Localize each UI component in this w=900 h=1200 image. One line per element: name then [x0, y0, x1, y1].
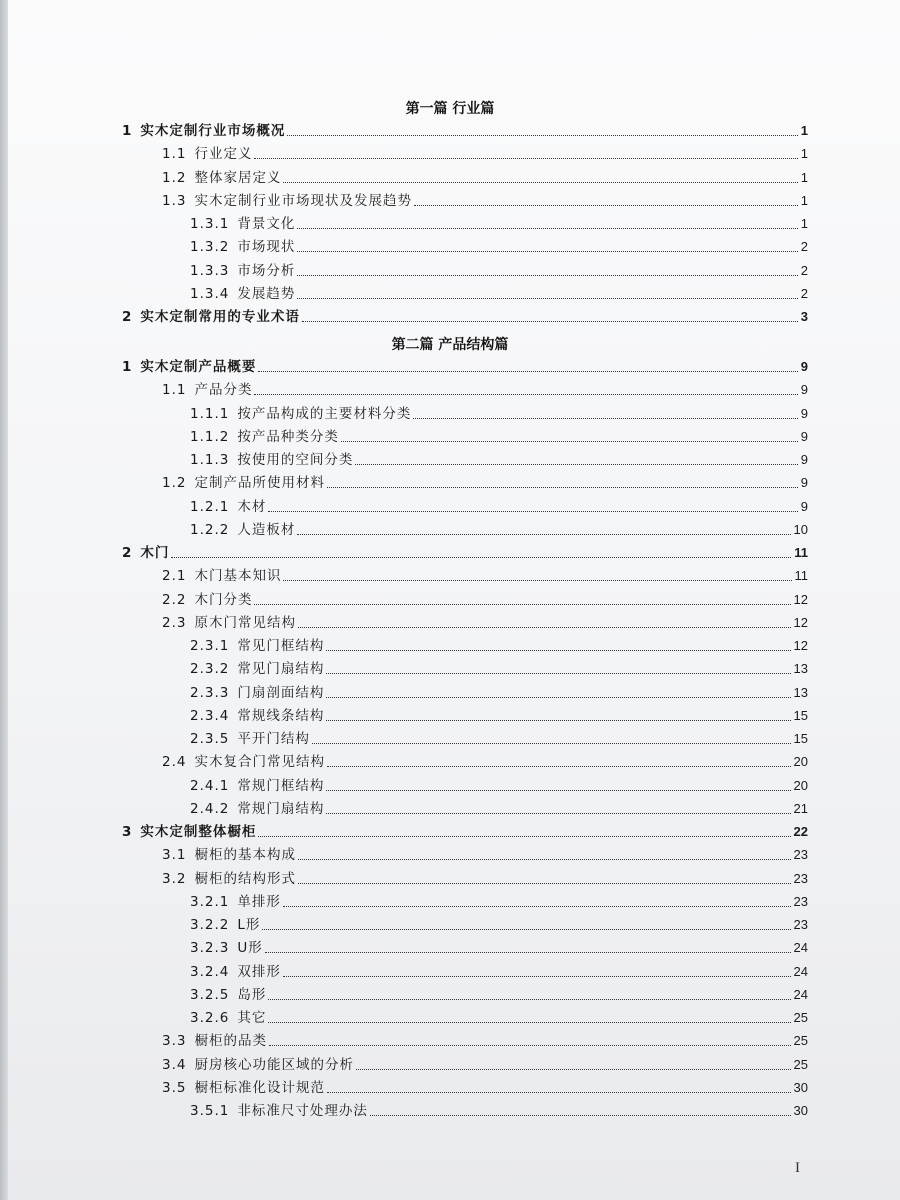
toc-entry-title: U形	[237, 940, 263, 957]
toc-entry-number: 2.3	[162, 614, 187, 631]
dot-leader	[326, 813, 790, 814]
toc-entry-page: 25	[793, 1010, 808, 1025]
toc-entry[interactable]	[190, 1005, 808, 1027]
toc-entry-number: 3.2.4	[190, 963, 230, 980]
toc-entry-number: 3.4	[162, 1056, 187, 1073]
toc-entry[interactable]	[162, 377, 808, 399]
dot-leader	[370, 1115, 791, 1116]
toc-entry[interactable]	[190, 211, 808, 233]
toc-entry[interactable]	[190, 447, 808, 469]
toc-entry-title: 橱柜标准化设计规范	[194, 1079, 325, 1096]
toc-entry-title: 实木定制行业市场概况	[140, 123, 286, 139]
toc-entry-title: 常见门框结构	[237, 638, 325, 654]
toc-entry[interactable]	[190, 912, 808, 934]
toc-entry[interactable]	[122, 304, 808, 326]
dot-leader	[326, 673, 790, 674]
toc-entry-page: 20	[793, 754, 808, 770]
toc-entry-page: 1	[800, 192, 808, 208]
dot-leader	[297, 275, 797, 276]
dot-leader	[327, 1092, 791, 1093]
toc-entry-title: 双排形	[237, 963, 281, 980]
dot-leader	[326, 697, 790, 698]
toc-entry[interactable]	[162, 141, 808, 163]
dot-leader	[355, 464, 797, 465]
toc-entry[interactable]	[122, 540, 808, 562]
toc-entry-page: 2	[800, 285, 808, 301]
toc-entry-title: 按产品构成的主要材料分类	[237, 405, 412, 422]
dot-leader	[262, 929, 790, 930]
dot-leader	[327, 487, 798, 488]
toc-entry-number: 2.4.2	[190, 800, 230, 817]
toc-entry-page: 21	[793, 800, 808, 816]
dot-leader	[298, 627, 791, 628]
toc-entry-page: 13	[793, 684, 808, 700]
toc-entry-page: 23	[793, 893, 808, 909]
toc-entry[interactable]	[190, 633, 808, 655]
toc-entry-title: L形	[237, 917, 261, 933]
toc-entry-title: 常规门扇结构	[237, 800, 325, 817]
toc-entry-page: 23	[793, 847, 808, 863]
dot-leader	[254, 158, 797, 159]
dot-leader	[297, 298, 797, 299]
toc-entry-page: 25	[793, 1056, 808, 1072]
toc-entry-title: 定制产品所使用材料	[194, 475, 325, 492]
toc-entry-title: 实木定制常用的专业术语	[140, 309, 300, 325]
toc-entry[interactable]	[190, 424, 808, 446]
toc-entry-number: 3.3	[162, 1033, 187, 1050]
dot-leader	[356, 1069, 791, 1070]
toc-entry-number: 2.1	[162, 568, 187, 585]
toc-entry-page: 2	[800, 262, 808, 278]
toc-entry-page: 9	[800, 405, 808, 421]
toc-entry[interactable]	[190, 281, 808, 303]
toc-entry-title: 常规线条结构	[237, 707, 325, 724]
toc-entry-title: 按使用的空间分类	[237, 452, 354, 468]
toc-entry-page: 25	[793, 1033, 808, 1049]
dot-leader	[258, 371, 797, 372]
toc-entry-title: 门扇剖面结构	[237, 684, 325, 701]
toc-entry-number: 1.3.2	[190, 239, 230, 256]
dot-leader	[326, 790, 790, 791]
toc-entry[interactable]	[122, 354, 808, 376]
toc-entry-title: 实木定制整体橱柜	[140, 824, 257, 840]
toc-entry[interactable]	[190, 959, 808, 981]
toc-entry[interactable]	[162, 563, 808, 585]
toc-entry-number: 1.2	[162, 475, 187, 492]
toc-entry-number: 1.3.4	[190, 285, 230, 302]
toc-entry-number: 3.1	[162, 847, 187, 864]
toc-entry-number: 1.2.1	[190, 498, 230, 515]
toc-entry[interactable]	[162, 1028, 808, 1050]
toc-entry-page: 2	[800, 239, 808, 255]
dot-leader	[326, 650, 790, 651]
dot-leader	[326, 720, 790, 721]
toc-entry-page: 9	[800, 382, 808, 398]
toc-entry-number: 2	[122, 545, 133, 561]
toc-entry-number: 1.3.3	[190, 262, 230, 279]
toc-entry[interactable]	[190, 889, 808, 911]
dot-leader	[297, 534, 790, 535]
toc-entry-page: 9	[800, 452, 808, 467]
toc-entry-title: 平开门结构	[237, 731, 310, 747]
toc-entry-page: 20	[793, 777, 808, 793]
dot-leader	[265, 952, 791, 953]
toc-entry-title: 背景文化	[237, 216, 296, 232]
toc-entry-title: 整体家居定义	[194, 169, 282, 186]
dot-leader	[283, 976, 791, 977]
toc-entry-title: 木门基本知识	[194, 568, 282, 585]
dot-leader	[171, 557, 791, 558]
dot-leader	[268, 511, 797, 512]
toc-entry-number: 3.5	[162, 1079, 187, 1096]
toc-entry-number: 3.2.3	[190, 940, 230, 957]
toc-entry-page: 9	[800, 498, 808, 514]
toc-entry[interactable]	[122, 118, 808, 140]
toc-entry[interactable]	[190, 726, 808, 748]
toc-entry[interactable]	[162, 842, 808, 864]
toc-entry-page: 24	[793, 986, 808, 1002]
toc-entry-title: 木材	[237, 498, 267, 515]
toc-entry-page: 1	[800, 146, 808, 162]
toc-entry-page: 1	[800, 216, 808, 231]
toc-entry-title: 非标准尺寸处理办法	[237, 1103, 368, 1119]
dot-leader	[254, 604, 790, 605]
toc-entry[interactable]	[162, 610, 808, 632]
toc-entry-number: 2.3.1	[190, 638, 230, 654]
toc-entry-title: 实木定制产品概要	[140, 359, 257, 375]
toc-entry-title: 行业定义	[194, 146, 253, 163]
toc-entry-title: 橱柜的品类	[194, 1033, 267, 1050]
toc-entry-page: 1	[800, 169, 808, 185]
toc-entry[interactable]	[190, 773, 808, 795]
toc-entry[interactable]	[162, 1052, 808, 1074]
toc-entry[interactable]	[190, 703, 808, 725]
toc-entry[interactable]	[162, 165, 808, 187]
toc-entry-title: 市场现状	[237, 239, 296, 256]
toc-entry-page: 23	[793, 870, 808, 886]
toc-entry-number: 2.3.4	[190, 707, 230, 724]
toc-entry-number: 2.3.2	[190, 661, 230, 678]
toc-entry-title: 常见门扇结构	[237, 661, 325, 678]
toc-entry-page: 30	[793, 1103, 808, 1118]
toc-entry[interactable]	[190, 517, 808, 539]
toc-entry-title: 木门	[140, 545, 170, 561]
dot-leader	[283, 906, 791, 907]
toc-entry-number: 1.2.2	[190, 521, 230, 538]
toc-entry[interactable]	[190, 680, 808, 702]
toc-entry-number: 3.2.5	[190, 986, 230, 1003]
toc-entry-page: 13	[793, 661, 808, 677]
dot-leader	[283, 182, 797, 183]
dot-leader	[312, 743, 791, 744]
toc-entry-number: 1	[122, 359, 133, 375]
toc-entry-page: 15	[793, 707, 808, 723]
toc-entry[interactable]	[190, 258, 808, 280]
dot-leader	[297, 228, 797, 229]
toc-entry[interactable]	[190, 1098, 808, 1120]
toc-entry-page: 9	[800, 428, 808, 444]
toc-entry-number: 1.1.2	[190, 428, 230, 445]
toc-entry-number: 3.2	[162, 870, 187, 887]
toc-entry-title: 市场分析	[237, 262, 296, 279]
toc-entry-title: 其它	[237, 1010, 267, 1026]
toc-entry-number: 2	[122, 309, 133, 325]
toc-entry-number: 1	[122, 123, 133, 139]
toc-entry[interactable]	[162, 866, 808, 888]
toc-entry-page: 11	[794, 545, 808, 560]
toc-entry-number: 3.2.6	[190, 1010, 230, 1026]
toc-entry-page: 30	[793, 1079, 808, 1095]
toc-entry-number: 3	[122, 824, 133, 840]
toc-entry-title: 橱柜的基本构成	[194, 847, 296, 864]
toc-entry-title: 厨房核心功能区域的分析	[194, 1056, 354, 1073]
toc-entry-title: 按产品种类分类	[237, 428, 339, 445]
toc-entry[interactable]	[190, 656, 808, 678]
toc-entry-number: 1.3	[162, 192, 187, 209]
section-heading: 第二篇 产品结构篇	[391, 337, 509, 353]
toc-entry-number: 2.3.3	[190, 684, 230, 701]
book-spine-edge	[0, 0, 8, 1200]
dot-leader	[268, 999, 790, 1000]
toc-entry-title: 常规门框结构	[237, 777, 325, 794]
toc-entry-number: 1.1.3	[190, 452, 230, 468]
toc-entry-number: 2.3.5	[190, 731, 230, 747]
dot-leader	[413, 418, 797, 419]
toc-entry-number: 1.1	[162, 146, 187, 163]
toc-entry-number: 3.2.2	[190, 917, 230, 933]
toc-entry[interactable]	[190, 494, 808, 516]
toc-entry-page: 15	[793, 731, 808, 746]
dot-leader	[287, 135, 797, 136]
toc-entry-title: 发展趋势	[237, 285, 296, 302]
toc-entry-number: 2.4.1	[190, 777, 230, 794]
dot-leader	[327, 766, 791, 767]
dot-leader	[298, 859, 791, 860]
toc-entry-title: 原木门常见结构	[194, 614, 296, 631]
toc-entry-page: 11	[794, 568, 808, 584]
toc-entry-number: 1.1	[162, 382, 187, 399]
toc-entry-page: 3	[800, 309, 808, 324]
toc-entry[interactable]	[162, 188, 808, 210]
toc-entry[interactable]	[190, 935, 808, 957]
toc-entry[interactable]	[122, 819, 808, 841]
toc-entry-number: 1.2	[162, 169, 187, 186]
dot-leader	[269, 1045, 791, 1046]
dot-leader	[268, 1022, 790, 1023]
toc-entry[interactable]	[190, 796, 808, 818]
toc-entry[interactable]	[190, 234, 808, 256]
dot-leader	[302, 321, 798, 322]
toc-entry-title: 实木定制行业市场现状及发展趋势	[194, 192, 412, 209]
toc-entry[interactable]	[190, 982, 808, 1004]
toc-entry-page: 23	[793, 917, 808, 932]
page-number: I	[795, 1160, 800, 1176]
toc-entry-title: 木门分类	[194, 591, 253, 608]
toc-entry-title: 人造板材	[237, 521, 296, 538]
dot-leader	[341, 441, 798, 442]
toc-entry[interactable]	[190, 401, 808, 423]
toc-entry-page: 24	[793, 940, 808, 956]
dot-leader	[254, 394, 797, 395]
toc-entry[interactable]	[162, 749, 808, 771]
toc-entry-page: 12	[793, 638, 808, 653]
dot-leader	[298, 883, 791, 884]
toc-entry-number: 3.2.1	[190, 893, 230, 910]
toc-entry-page: 12	[793, 591, 808, 607]
toc-entry-title: 产品分类	[194, 382, 253, 399]
toc-entry-title: 岛形	[237, 986, 267, 1003]
toc-entry-title: 单排形	[237, 893, 281, 910]
toc-entry-number: 3.5.1	[190, 1103, 230, 1119]
toc-entry-page: 24	[793, 963, 808, 979]
toc-entry-number: 2.2	[162, 591, 187, 608]
toc-entry-page: 9	[800, 359, 808, 374]
dot-leader	[414, 205, 798, 206]
toc-entry-number: 2.4	[162, 754, 187, 771]
toc-entry-page: 9	[800, 475, 808, 491]
toc-entry[interactable]	[162, 470, 808, 492]
dot-leader	[258, 836, 790, 837]
toc-entry-number: 1.1.1	[190, 405, 230, 422]
toc-entry-number: 1.3.1	[190, 216, 230, 232]
toc-entry-page: 10	[793, 521, 808, 537]
toc-entry-page: 12	[793, 614, 808, 630]
toc-entry[interactable]	[162, 1075, 808, 1097]
toc-entry-title: 实木复合门常见结构	[194, 754, 325, 771]
dot-leader	[283, 580, 791, 581]
toc-entry-title: 橱柜的结构形式	[194, 870, 296, 887]
toc-entry[interactable]	[162, 587, 808, 609]
toc-entry-page: 1	[800, 123, 808, 138]
toc-entry-page: 22	[793, 824, 808, 839]
section-heading: 第一篇 行业篇	[405, 101, 495, 117]
dot-leader	[297, 251, 797, 252]
